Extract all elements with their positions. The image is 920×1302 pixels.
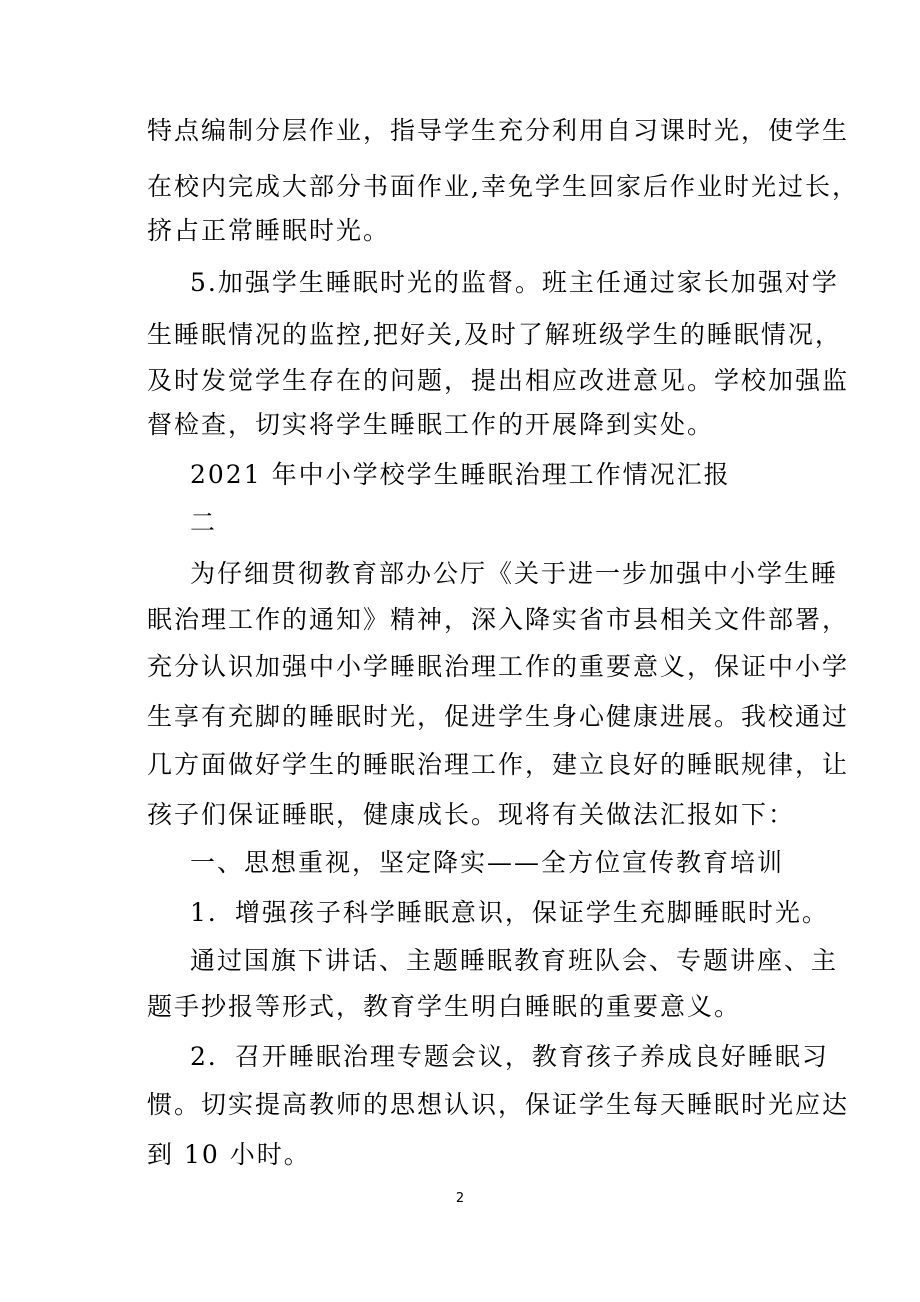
text-line: 生享有充脚的睡眠时光，促进学生身心健康进展。我校通过 [147, 702, 850, 731]
text-line: 孩子们保证睡眠，健康成长。现将有关做法汇报如下： [147, 800, 796, 829]
section-title: 二 [190, 508, 218, 537]
text-line: 5.加强学生睡眠时光的监督。班主任通过家长加强对学 [190, 268, 839, 297]
text-line: 到 10 小时。 [147, 1140, 311, 1169]
text-line: 题手抄报等形式，教育学生明白睡眠的重要意义。 [147, 992, 742, 1021]
text-line: 通过国旗下讲话、主题睡眠教育班队会、专题讲座、主 [190, 946, 839, 975]
text-line: 眠治理工作的通知》精神，深入降实省市县相关文件部署， [147, 605, 850, 634]
text-line: 惯。切实提高教师的思想认识，保证学生每天睡眠时光应达 [147, 1090, 850, 1119]
text-line: 为仔细贯彻教育部办公厅《关于进一步加强中小学生睡 [190, 559, 839, 588]
text-line: 2．召开睡眠治理专题会议，教育孩子养成良好睡眠习 [190, 1042, 829, 1071]
text-line: 及时发觉学生存在的问题，提出相应改进意见。学校加强监 [147, 366, 850, 395]
text-line: 生睡眠情况的监控,把好关,及时了解班级学生的睡眠情况， [147, 320, 842, 349]
text-line: 在校内完成大部分书面作业,幸免学生回家后作业时光过长， [147, 172, 859, 201]
page-number: 2 [455, 1191, 465, 1206]
section-title: 2021 年中小学校学生睡眠治理工作情况汇报 [190, 460, 731, 489]
text-line: 挤占正常睡眠时光。 [147, 216, 391, 245]
text-line: 充分认识加强中小学睡眠治理工作的重要意义，保证中小学 [147, 652, 850, 681]
text-line: 督检查，切实将学生睡眠工作的开展降到实处。 [147, 410, 715, 439]
subheading: 一、思想重视，坚定降实——全方位宣传教育培训 [190, 848, 785, 877]
text-line: 1．增强孩子科学睡眠意识，保证学生充脚睡眠时光。 [190, 898, 829, 927]
text-line: 特点编制分层作业，指导学生充分利用自习课时光，使学生 [147, 116, 850, 145]
text-line: 几方面做好学生的睡眠治理工作，建立良好的睡眠规律，让 [147, 750, 850, 779]
